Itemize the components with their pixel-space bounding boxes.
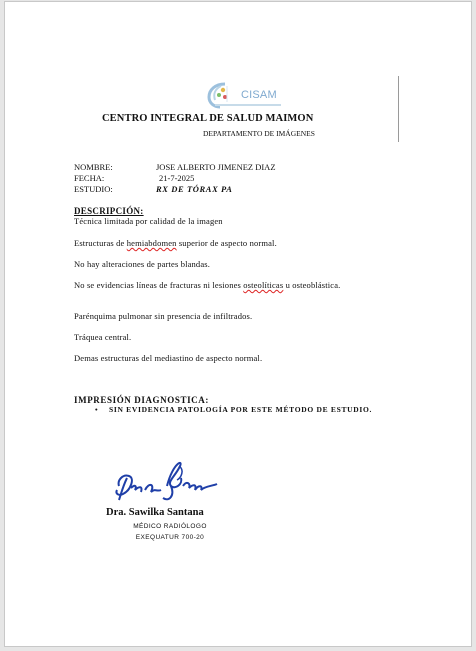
description-heading: DESCRIPCIÓN:: [74, 206, 144, 216]
doctor-license: EXEQUATUR 700-20: [135, 534, 205, 541]
description-paragraph: Tráquea central.: [74, 332, 132, 342]
description-paragraph: [74, 238, 374, 248]
patient-study-row: [74, 184, 233, 194]
date-value: 21-7-2025: [159, 173, 195, 183]
impression-item: • SIN EVIDENCIA PATOLOGÍA POR ESTE MÉTODO DE ESTUDIO.: [109, 405, 372, 414]
spellcheck-flagged-word[interactable]: hemiabdomen: [126, 238, 177, 248]
impression-list: [109, 405, 372, 414]
study-value: RX DE TÓRAX PA: [156, 184, 233, 194]
paragraph-text: Estructuras de: [74, 238, 127, 248]
spellcheck-flagged-word[interactable]: osteolíticas: [243, 280, 284, 290]
cisam-logo: [201, 80, 281, 110]
department-title: DEPARTAMENTO DE IMÁGENES: [203, 129, 315, 138]
paragraph-text: No se evidencias líneas de fracturas ni lesiones: [74, 280, 244, 290]
logo-text: CISAM: [241, 89, 277, 101]
name-value: JOSE ALBERTO JIMENEZ DIAZ: [156, 162, 276, 172]
doctor-specialty: MÉDICO RADIÓLOGO: [133, 523, 207, 530]
description-paragraph: Parénquima pulmonar sin presencia de infiltrados.: [74, 311, 253, 321]
patient-date-row: [74, 173, 194, 183]
document-page: [4, 1, 472, 647]
doctor-credentials: [131, 521, 209, 543]
description-paragraph: [74, 280, 374, 290]
study-label: ESTUDIO:: [74, 184, 113, 194]
doctor-name: Dra. Sawilka Santana: [106, 507, 204, 518]
date-label: FECHA:: [74, 173, 105, 183]
patient-name-row: [74, 162, 276, 172]
impression-heading: IMPRESIÓN DIAGNOSTICA:: [74, 395, 209, 405]
name-label: NOMBRE:: [74, 162, 113, 172]
institution-title: CENTRO INTEGRAL DE SALUD MAIMON: [102, 113, 314, 124]
paragraph-text: u osteoblástica.: [283, 280, 341, 290]
text-cursor-line: [398, 76, 399, 142]
handwritten-signature: [109, 456, 221, 506]
description-paragraph: Demas estructuras del mediastino de aspecto normal.: [74, 353, 263, 363]
logo-underline: [215, 104, 281, 106]
paragraph-text: superior de aspecto normal.: [176, 238, 277, 248]
description-paragraph: Técnica limitada por calidad de la imagen: [74, 216, 223, 226]
description-paragraph: No hay alteraciones de partes blandas.: [74, 259, 210, 269]
